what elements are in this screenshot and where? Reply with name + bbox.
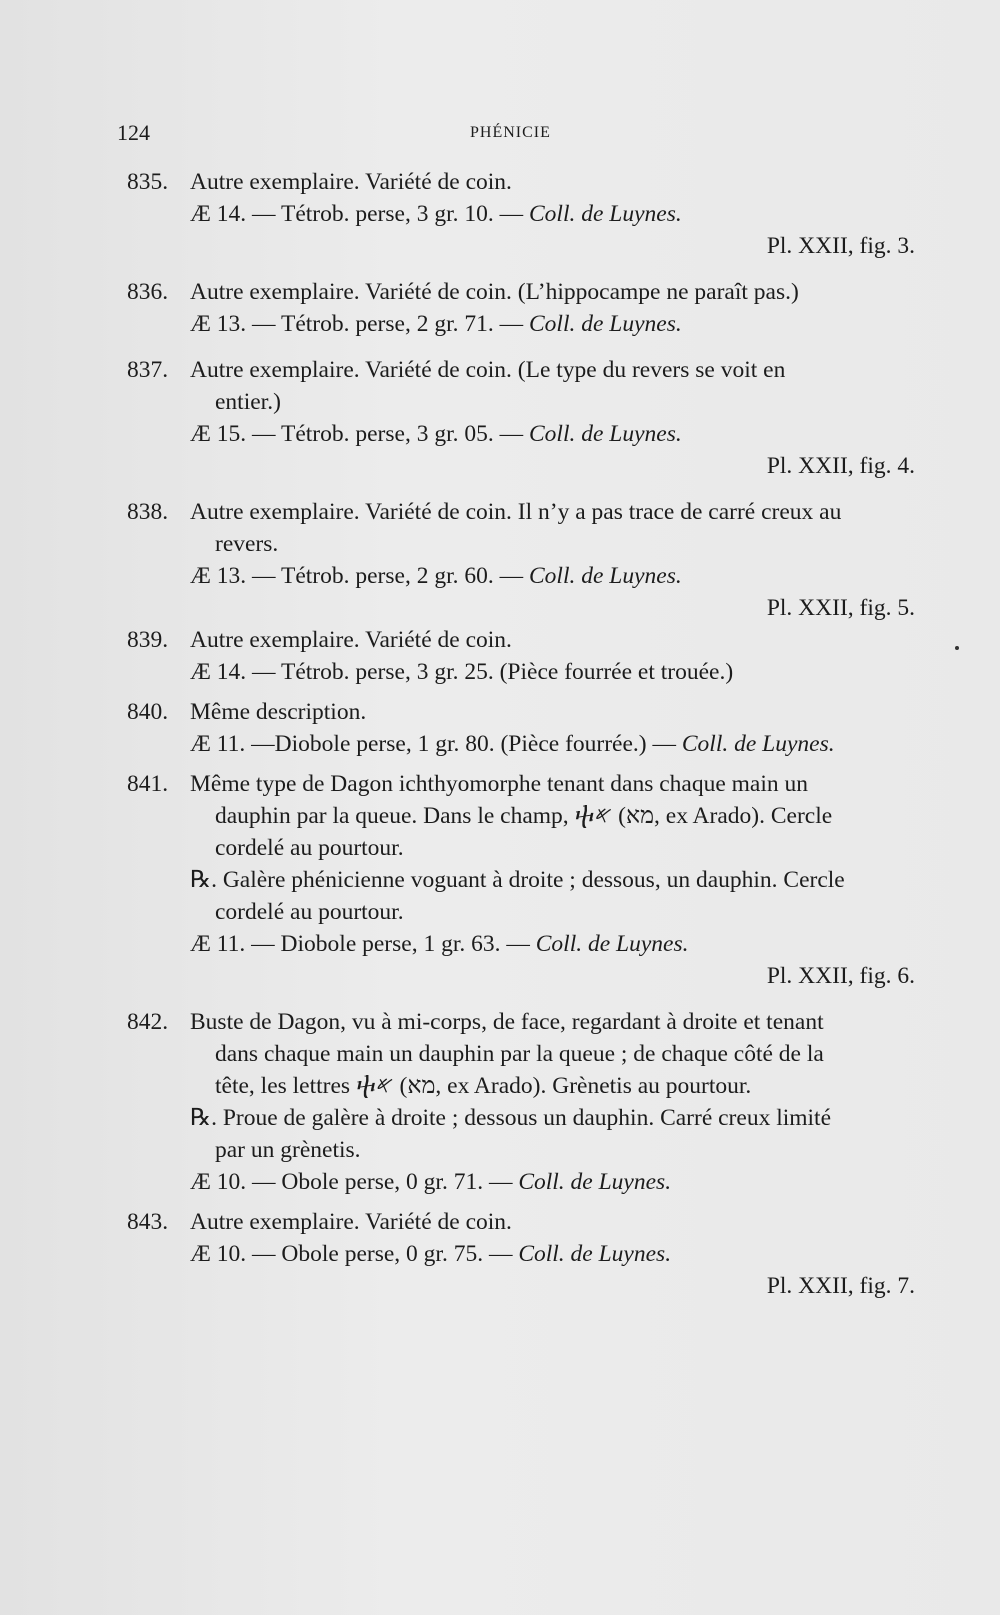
entry-measure-line (190, 656, 733, 688)
entry-description-cont: cordelé au pourtour. (215, 835, 404, 861)
entry-number: 836. (127, 279, 169, 305)
entry-measure: 14. — Tétrob. perse, 3 gr. 25. (Pièce fourrée et trouée.) (216, 659, 734, 685)
entry-description: Autre exemplaire. Variété de coin. Il n’y a pas trace de carré creux au (190, 499, 842, 525)
metal-symbol: Æ (190, 731, 211, 757)
entry-number: 841. (127, 771, 169, 797)
entry-description: Buste de Dagon, vu à mi-corps, de face, regardant à droite et tenant (190, 1009, 824, 1035)
entry-measure: 13. — Tétrob. perse, 2 gr. 71. — (216, 311, 524, 337)
entry-measure-line (190, 928, 688, 960)
entry-number: 839. (127, 627, 169, 653)
entry-description-cont: revers. (215, 531, 279, 557)
print-speck (955, 646, 959, 650)
entry-reverse-cont: par un grènetis. (215, 1137, 361, 1163)
entry-measure: 10. — Obole perse, 0 gr. 75. — (216, 1241, 513, 1267)
entry-reverse-cont: cordelé au pourtour. (215, 899, 404, 925)
entry-description-cont: tête, les lettres ⴕ𐤀 (מא, ex Arado). Grènetis au pourtour. (215, 1073, 752, 1099)
entry-collection: Coll. de Luynes. (528, 311, 682, 337)
catalog-entry (0, 768, 1000, 992)
catalog-entry (0, 1006, 1000, 1198)
entry-measure: 13. — Tétrob. perse, 2 gr. 60. — (216, 563, 524, 589)
entry-measure-line (190, 560, 682, 592)
entry-measure: 14. — Tétrob. perse, 3 gr. 10. — (216, 201, 524, 227)
catalog-entry (0, 354, 1000, 482)
entry-measure-line (190, 308, 682, 340)
catalog-entry (0, 1206, 1000, 1302)
entry-description-cont: dauphin par la queue. Dans le champ, ⴕ𐤀 (מא, ex Arado). Cercle (215, 803, 833, 829)
entry-measure-line (190, 1238, 671, 1270)
catalog-entries (0, 166, 1000, 1302)
entry-number: 838. (127, 499, 169, 525)
catalog-entry (0, 496, 1000, 624)
entry-collection: Coll. de Luynes. (528, 421, 682, 447)
entry-measure: 11. —Diobole perse, 1 gr. 80. (Pièce fourrée.) — (216, 731, 676, 757)
metal-symbol: Æ (190, 931, 211, 957)
entry-reverse: ℞. Proue de galère à droite ; dessous un dauphin. Carré creux limité (190, 1105, 832, 1131)
entry-measure-line (190, 1166, 671, 1198)
entry-plate: Pl. XXII, fig. 5. (766, 595, 915, 621)
entry-description: Autre exemplaire. Variété de coin. (190, 169, 512, 195)
entry-collection: Coll. de Luynes. (681, 731, 835, 757)
entry-collection: Coll. de Luynes. (518, 1169, 672, 1195)
entry-description: Autre exemplaire. Variété de coin. (190, 1209, 512, 1235)
metal-symbol: Æ (190, 311, 211, 337)
entry-description-cont: dans chaque main un dauphin par la queue ; de chaque côté de la (215, 1041, 824, 1067)
entry-measure: 11. — Diobole perse, 1 gr. 63. — (216, 931, 530, 957)
page-number: 124 (117, 120, 150, 145)
entry-description: Même description. (190, 699, 367, 725)
entry-plate: Pl. XXII, fig. 7. (766, 1273, 915, 1299)
metal-symbol: Æ (190, 421, 211, 447)
entry-number: 835. (127, 169, 169, 195)
entry-measure-line (190, 728, 835, 760)
page-header (0, 120, 1000, 150)
metal-symbol: Æ (190, 201, 211, 227)
metal-symbol: Æ (190, 563, 211, 589)
catalog-entry (0, 696, 1000, 760)
entry-number: 842. (127, 1009, 169, 1035)
catalog-entry (0, 166, 1000, 262)
metal-symbol: Æ (190, 1241, 211, 1267)
entry-description: Même type de Dagon ichthyomorphe tenant dans chaque main un (190, 771, 808, 797)
entry-description: Autre exemplaire. Variété de coin. (L’hippocampe ne paraît pas.) (190, 279, 799, 305)
entry-measure-line (190, 418, 682, 450)
metal-symbol: Æ (190, 1169, 211, 1195)
entry-number: 837. (127, 357, 169, 383)
metal-symbol: Æ (190, 659, 211, 685)
entry-description-cont: entier.) (215, 389, 281, 415)
entry-measure-line (190, 198, 682, 230)
entry-number: 843. (127, 1209, 169, 1235)
catalog-entry (0, 276, 1000, 340)
entry-reverse: ℞. Galère phénicienne voguant à droite ; dessous, un dauphin. Cercle (190, 867, 845, 893)
entry-plate: Pl. XXII, fig. 4. (766, 453, 915, 479)
entry-number: 840. (127, 699, 169, 725)
entry-collection: Coll. de Luynes. (535, 931, 689, 957)
entry-description: Autre exemplaire. Variété de coin. (Le type du revers se voit en (190, 357, 786, 383)
entry-measure: 10. — Obole perse, 0 gr. 71. — (216, 1169, 513, 1195)
running-title: PHÉNICIE (470, 124, 551, 141)
entry-plate: Pl. XXII, fig. 3. (766, 233, 915, 259)
entry-measure: 15. — Tétrob. perse, 3 gr. 05. — (216, 421, 524, 447)
entry-collection: Coll. de Luynes. (518, 1241, 672, 1267)
catalog-entry (0, 624, 1000, 688)
entry-plate: Pl. XXII, fig. 6. (766, 963, 915, 989)
entry-description: Autre exemplaire. Variété de coin. (190, 627, 512, 653)
entry-collection: Coll. de Luynes. (528, 563, 682, 589)
entry-collection: Coll. de Luynes. (528, 201, 682, 227)
